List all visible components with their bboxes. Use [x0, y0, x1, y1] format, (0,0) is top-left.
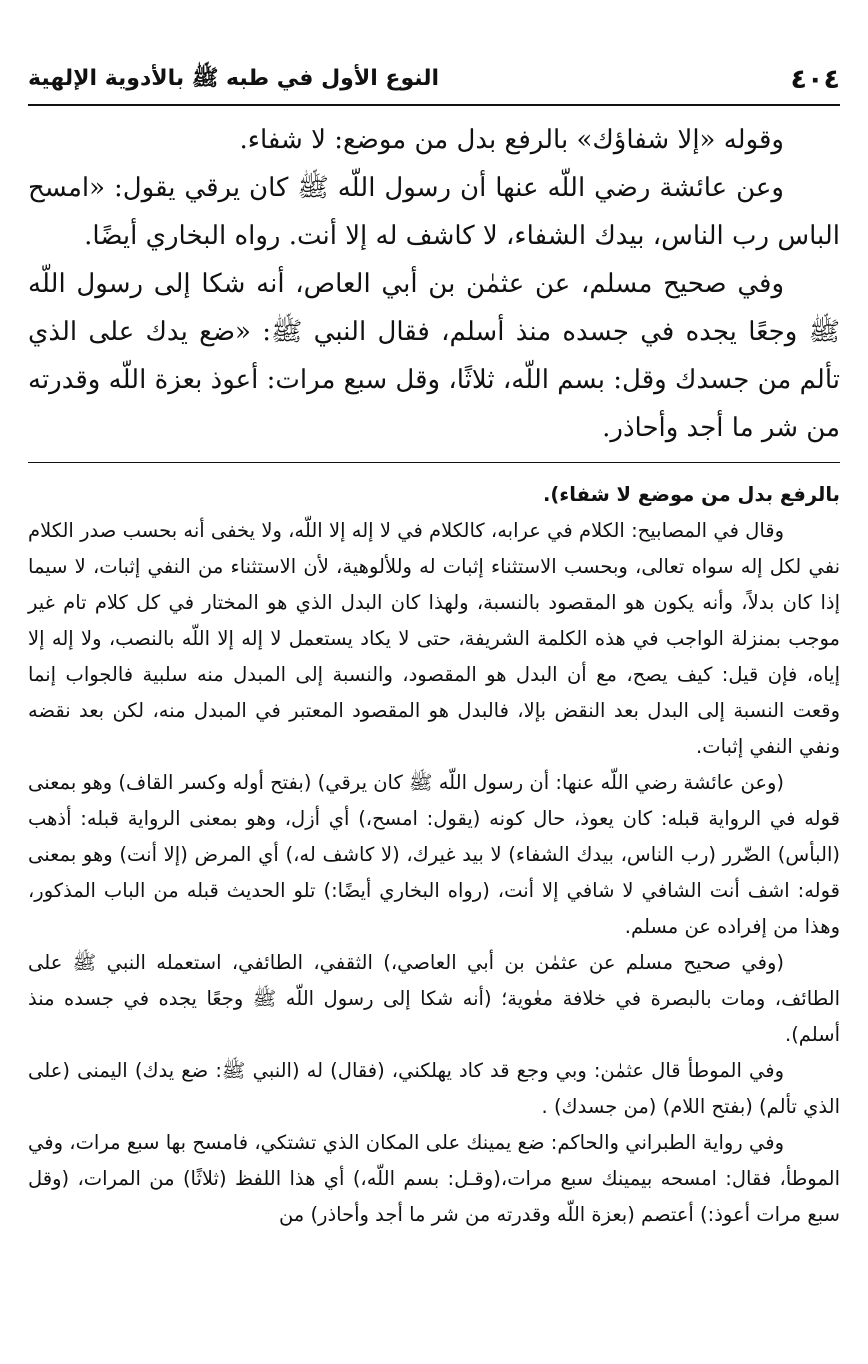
main-paragraph: وعن عائشة رضي اللّه عنها أن رسول اللّه ﷺ كان يرقي يقول: «امسح الباس رب الناس، بيدك الشفاء، لا كاشف له إلا أنت. رواه البخاري أيضًا. [28, 173, 840, 251]
commentary-paragraph: وفي رواية الطبراني والحاكم: ضع يمينك على المكان الذي تشتكي، فامسح بها سبع مرات، وفي الموطأ، فقال: امسحه بيمينك سبع مرات،(وقـل: بسم اللّه،) أي هذا اللفظ (ثلاثًا) من المرات، (وقل سبع مرات أعوذ:) أعتصم (بعزة اللّه وقدرته من شر ما أجد وأحاذر) من [28, 1131, 840, 1226]
commentary-paragraph: وفي الموطأ قال عثمٰن: وبي وجع قد كاد يهلكني، (فقال) له (النبي ﷺ: ضع يدك) اليمنى (على الذي تألم) (بفتح اللام) (من جسدك) . [28, 1059, 840, 1118]
book-page [28, 50, 840, 1350]
commentary-paragraph: (وعن عائشة رضي اللّه عنها: أن رسول اللّه ﷺ كان يرقي) (بفتح أوله وكسر القاف) وهو بمعنى قوله في الرواية قبله: كان يعوذ، حال كونه (يقول: امسح،) أي أزل، وهو بمعنى الرواية قبله: أذهب (البأس) الضّرر (رب الناس، بيدك الشفاء) لا بيد غيرك، (لا كاشف له،) أي المرض (إلا أنت) وهو بمعنى قوله: اشف أنت الشافي لا شافي إلا أنت، (رواه البخاري أيضًا:) تلو الحديث قبله من الباب المذكور، وهذا من إفراده عن مسلم. [28, 771, 840, 938]
commentary-paragraph: وقال في المصابيح: الكلام في عرابه، كالكلام في لا إله إلا اللّه، ولا يخفى أنه بحسب صدر الكلام نفي لكل إله سواه تعالى، وبحسب الاستثناء إثبات له وللألوهية، لأن الاستثناء من النفي إثبات، لا سيما إذا كان بدلاً، وأنه يكون هو المقصود بالنسبة، ولهذا كان البدل الذي هو المختار في كل كلام تام غير موجب بمنزلة الواجب في هذه الكلمة الشريفة، حتى لا يكاد يستعمل لا إله إلا اللّه بالنصب، ولا إله إلا إياه، فإن قيل: كيف يصح، مع أن البدل هو المقصود، والنسبة إلى المبدل منه سلبية فالجواب إنما وقعت النسبة إلى البدل بعد النقض بإلا، فالبدل هو المقصود المعتبر في المبدل منه، لكن بعد نقضه ونفي النفي إثبات. [28, 519, 840, 758]
commentary-text [28, 477, 840, 1233]
commentary-paragraph: (وفي صحيح مسلم عن عثمٰن بن أبي العاصي،) الثقفي، الطائفي، استعمله النبي ﷺ على الطائف، ومات بالبصرة في خلافة معٰوية؛ (أنه شكا إلى رسول اللّه ﷺ وجعًا يجده في جسده منذ أسلم). [28, 951, 840, 1046]
running-title: النوع الأول في طبه ﷺ بالأدوية الإلهية [28, 66, 440, 91]
section-divider [28, 462, 840, 463]
main-paragraph: وقوله «إلا شفاؤك» بالرفع بدل من موضع: لا شفاء. [239, 125, 784, 155]
page-header [28, 50, 840, 106]
main-paragraph: وفي صحيح مسلم، عن عثمٰن بن أبي العاص، أنه شكا إلى رسول اللّه ﷺ وجعًا يجده في جسده منذ أسلم، فقال النبي ﷺ: «ضع يدك على الذي تألم من جسدك وقل: بسم اللّه، ثلاثًا، وقل سبع مرات: أعوذ بعزة اللّه وقدرته من شر ما أجد وأحاذر. [28, 269, 840, 443]
page-number: ٤٠٤ [790, 64, 840, 95]
commentary-paragraph: بالرفع بدل من موضع لا شفاء). [542, 483, 840, 506]
hadith-text [28, 116, 840, 452]
